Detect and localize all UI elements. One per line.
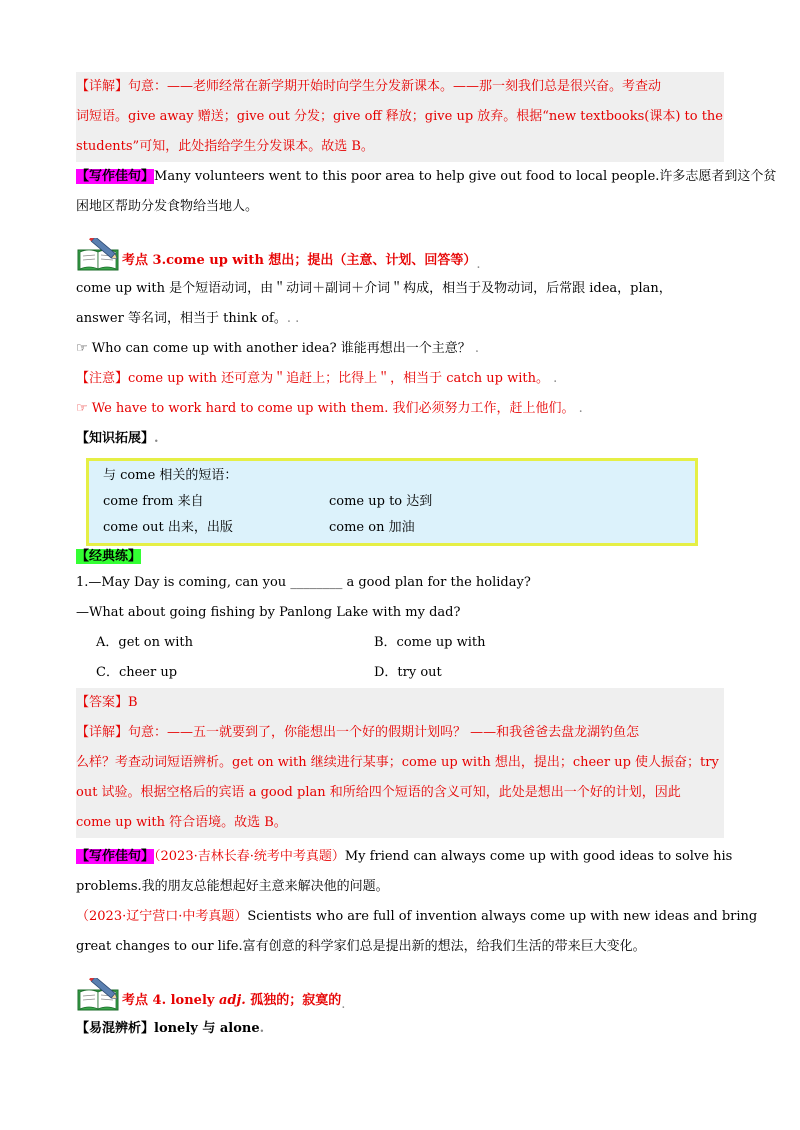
option-a: A．get on with <box>96 635 193 650</box>
detail-line: come up with 符合语境。故选 B。 <box>76 815 287 830</box>
writing-sentence-1 <box>76 842 733 872</box>
point3-example2 <box>76 394 724 424</box>
note-text: 【注意】come up with 还可意为＂追赶上；比得上＂，相当于 catch up with。 <box>76 371 549 386</box>
example2-text: ☞ We have to work hard to come up with them. 我们必须努力工作，赶上他们。 <box>76 401 575 416</box>
writing-sentence-cont: 困地区帮助分发食物给当地人。 <box>76 199 259 214</box>
ext-label-text: 【知识拓展】 <box>76 431 155 446</box>
point3-heading <box>76 230 724 272</box>
paragraph-mark: . <box>154 431 159 446</box>
point4-title-a: 考点 4. lonely <box>122 993 219 1008</box>
detail-line: 词短语。give away 赠送；give out 分发；give off 释放；give up 放弃。根据“new textbooks(课本) to the <box>76 109 723 124</box>
phrase-item: come on 加油 <box>329 520 415 535</box>
option-c: C．cheer up <box>96 665 178 680</box>
point4-title <box>122 990 341 1012</box>
detail-line: out 试验。根据空格后的宾语 a good plan 和所给四个短语的含义可知，此处是想出一个好的计划，因此 <box>76 785 681 800</box>
point3-note <box>76 364 724 394</box>
point3-desc-cont <box>76 304 724 334</box>
paragraph-mark: . <box>259 1021 265 1036</box>
paragraph-mark: . . <box>286 311 300 326</box>
practice-tag: 【经典练】 <box>76 549 142 564</box>
paragraph-mark: . <box>574 401 583 416</box>
point3-desc-text: answer 等名词，相当于 think of。 <box>76 311 287 326</box>
phrase-item: come from 来自 <box>103 494 204 509</box>
detail-line: students”可知，此处指给学生分发课本。故选 B。 <box>76 139 374 154</box>
writing-sentence <box>76 162 777 192</box>
question-1: 1.—May Day is coming, can you ________ a good plan for the holiday? <box>76 575 531 590</box>
writing-sentence-1-cont: problems.我的朋友总能想起好主意来解决他的问题。 <box>76 879 389 894</box>
book-pencil-icon <box>76 238 120 272</box>
point4-confuse <box>76 1014 724 1044</box>
phrase-item: come up to 达到 <box>329 494 433 509</box>
point3-desc: come up with 是个短语动词，由＂动词＋副词＋介词＂构成，相当于及物动词，后常跟 idea，plan， <box>76 281 672 296</box>
writing-tag: 【写作佳句】 <box>76 849 155 864</box>
detail-explanation-box <box>76 72 724 162</box>
option-d: D．try out <box>374 665 442 680</box>
point4-title-c: 孤独的；寂寞的 <box>245 993 342 1008</box>
phrase-item: come out 出来，出版 <box>103 520 233 535</box>
detail-line: 【详解】句意：——五一就要到了，你能想出一个好的假期计划吗？ ——和我爸爸去盘龙湖钓鱼怎 <box>76 725 640 740</box>
paragraph-mark: . <box>470 341 479 356</box>
paragraph-mark: . <box>476 257 481 272</box>
phrase-box-title: 与 come 相关的短语： <box>103 468 238 483</box>
page <box>76 70 777 1044</box>
point3-example <box>76 334 724 364</box>
detail-line: 【详解】句意：——老师经常在新学期开始时向学生分发新课本。——那一刻我们总是很兴奋。考查动 <box>76 79 662 94</box>
knowledge-extension-label <box>76 424 724 454</box>
question-1-reply: —What about going fishing by Panlong Lake with my dad? <box>76 605 461 620</box>
paragraph-mark: . <box>548 371 558 386</box>
phrase-row <box>103 515 681 541</box>
writing-sentence-2-cont: great changes to our life.富有创意的科学家们总是提出新的想法，给我们生活的带来巨大变化。 <box>76 939 646 954</box>
point4-pos: adj. <box>218 993 246 1008</box>
answer-box <box>76 688 724 838</box>
example-text: ☞ Who can come up with another idea? 谁能再想出一个主意？ <box>76 341 471 356</box>
source-label: （2023·辽宁营口·中考真题） <box>76 909 248 924</box>
phrase-box <box>86 458 698 546</box>
writing-text: Many volunteers went to this poor area to help give out food to local people.许多志愿者到这个贫 <box>154 169 777 184</box>
writing-tag: 【写作佳句】 <box>76 169 155 184</box>
options-row <box>76 658 724 688</box>
confuse-text: 【易混辨析】lonely 与 alone <box>76 1021 260 1036</box>
writing-sentence-2 <box>76 902 758 932</box>
detail-line: 么样？考查动词短语辨析。get on with 继续进行某事；come up with 想出，提出；cheer up 使人振奋；try <box>76 755 719 770</box>
answer: 【答案】B <box>76 695 138 710</box>
writing-text: My friend can always come up with good ideas to solve his <box>344 849 733 864</box>
options-row <box>76 628 724 658</box>
phrase-row <box>103 489 681 515</box>
book-pencil-icon <box>76 978 120 1012</box>
writing-text: Scientists who are full of invention always come up with new ideas and bring <box>247 909 758 924</box>
source-label: （2023·吉林长春·统考中考真题） <box>154 849 345 864</box>
point4-heading <box>76 970 724 1012</box>
paragraph-mark: . <box>341 997 346 1012</box>
practice-label <box>76 546 724 568</box>
option-b: B．come up with <box>374 635 486 650</box>
point3-title: 考点 3.come up with 想出；提出（主意、计划、回答等） <box>122 253 477 268</box>
